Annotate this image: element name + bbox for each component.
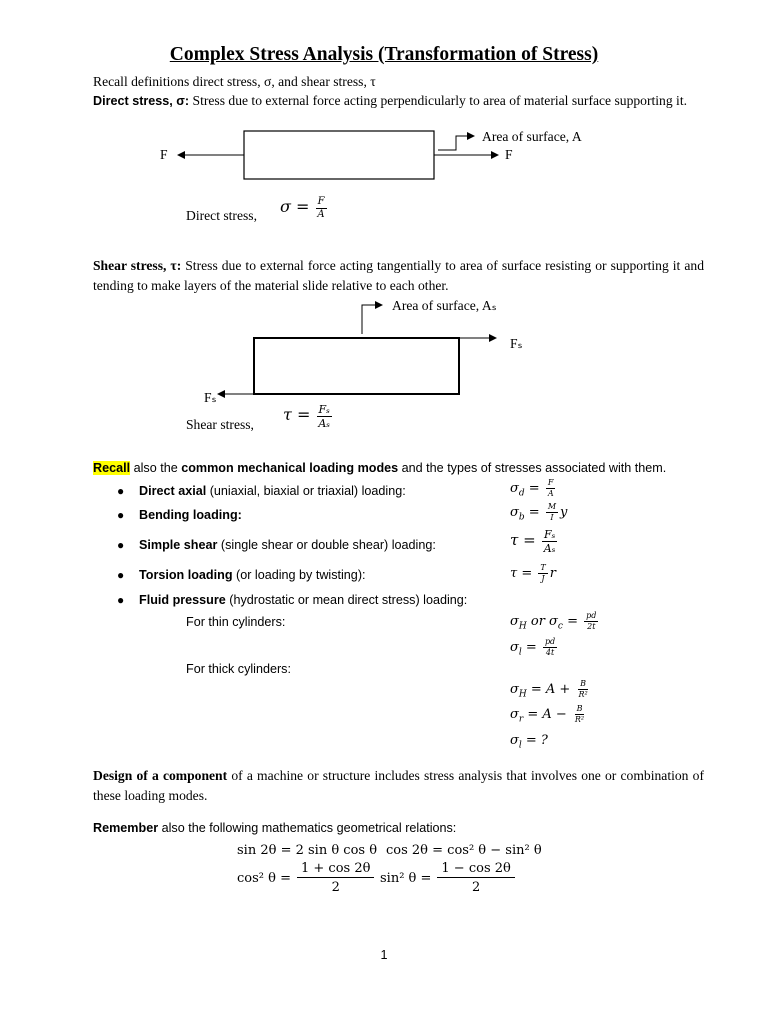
list-item-bending: [139, 508, 242, 522]
thick-cylinders-label: For thick cylinders:: [186, 662, 291, 676]
list-item-fluid-pressure: [139, 593, 467, 607]
shear-force-right-label: Fₛ: [510, 336, 523, 351]
list-item-direct-axial: [139, 484, 406, 498]
page-number: 1: [380, 948, 388, 962]
direct-formula-label: Direct stress,: [186, 208, 257, 223]
shear-stress-definition: [93, 256, 704, 296]
direct-stress-term: Direct stress, σ:: [93, 94, 190, 108]
page-title: Complex Stress Analysis (Transformation of Stress): [169, 44, 599, 65]
loading-intro-mid: also the: [130, 461, 182, 475]
direct-formula-num: F: [317, 196, 325, 207]
design-rest: of a machine or structure includes stress analysis that involves one or combination of these loading modes.: [93, 768, 704, 803]
shear-formula-den: Aₛ: [318, 417, 330, 430]
shear-area-label: Area of surface, Aₛ: [392, 298, 497, 313]
formula-torsion: τ = $\frac{T}{J}$ r: [510, 563, 556, 583]
list-item: ●: [117, 568, 125, 582]
remember-rest: also the following mathematics geometrical relations:: [158, 821, 457, 835]
list-item: ●: [117, 508, 125, 522]
item-rest: (single shear or double shear) loading:: [217, 538, 436, 552]
design-bold: Design of a component: [93, 768, 228, 783]
recall-intro: Recall definitions direct stress, σ, and shear stress, τ: [93, 74, 376, 89]
direct-stress-text: Stress due to external force acting perpendicularly to area of material surface supporting it.: [189, 93, 687, 108]
list-item: ●: [117, 593, 125, 607]
direct-formula: [280, 197, 329, 220]
shear-formula-lhs: τ =: [283, 405, 311, 425]
direct-force-left-label: F: [160, 147, 168, 162]
formula-direct-axial: $\sigma_d$ = $\frac{F}{A}$: [510, 478, 554, 499]
formula-simple-shear: τ = $\frac{\text{Fₛ}}{\text{Aₛ}}$: [510, 528, 556, 555]
direct-force-right-label: F: [505, 147, 513, 162]
identity-cos-squared: cos² θ = $\frac{1 + \cos 2\theta}{2}$: [237, 862, 376, 894]
thin-cylinders-label: For thin cylinders:: [186, 615, 286, 629]
loading-intro: [93, 461, 666, 475]
item-rest: (uniaxial, biaxial or triaxial) loading:: [206, 484, 406, 498]
shear-area-pointer-arrow: [362, 305, 382, 334]
item-bold: Fluid pressure: [139, 593, 226, 607]
formula-thick-hoop: $\sigma_H = A$ + $\frac{B}{\text{R²}}$: [510, 679, 588, 700]
shear-formula-num: Fₛ: [318, 403, 330, 416]
formula-thin-longitudinal: $\sigma_l$ = $\frac{pd}{4t}$: [510, 637, 556, 658]
direct-formula-lhs: σ =: [280, 197, 310, 217]
list-item-simple-shear: [139, 538, 436, 552]
formula-thin-hoop: $\sigma_H$ or $\sigma_c$ = $\frac{pd}{2t}$: [510, 611, 597, 632]
direct-stress-block: [244, 131, 434, 179]
remember-line: [93, 821, 456, 835]
direct-stress-definition: [93, 91, 713, 111]
direct-area-label: Area of surface, A: [482, 129, 582, 144]
identity-cos2: cos 2θ = cos² θ − sin² θ: [386, 843, 542, 858]
direct-formula-den: A: [317, 209, 325, 220]
list-item: ●: [117, 538, 125, 552]
direct-area-pointer-arrow: [438, 136, 474, 150]
item-rest: (hydrostatic or mean direct stress) loading:: [225, 593, 468, 607]
shear-formula: [283, 404, 334, 429]
shear-stress-block: [254, 338, 459, 394]
shear-stress-term: Shear stress, τ:: [93, 258, 182, 273]
item-bold: Torsion loading: [139, 568, 233, 582]
loading-intro-bold: common mechanical loading modes: [181, 461, 399, 475]
item-bold: Direct axial: [139, 484, 207, 498]
identity-sin-squared: sin² θ = $\frac{1 - \cos 2\theta}{2}$: [380, 862, 517, 894]
shear-formula-label: Shear stress,: [186, 417, 254, 432]
item-bold: Bending loading:: [139, 508, 242, 522]
remember-bold: Remember: [93, 821, 159, 835]
identity-sin2: sin 2θ = 2 sin θ cos θ: [237, 843, 378, 858]
list-item: ●: [117, 484, 125, 498]
formula-thick-radial: $\sigma_r = A$ − $\frac{B}{\text{R²}}$: [510, 704, 585, 725]
shear-stress-text: Stress due to external force acting tangentially to area of surface resisting or supporting it and tending to make layers of the material slide relative to each other.: [93, 258, 704, 293]
list-item-torsion: [139, 568, 366, 582]
design-paragraph: [93, 766, 704, 806]
item-bold: Simple shear: [139, 538, 218, 552]
loading-intro-end: and the types of stresses associated with them.: [398, 461, 667, 475]
item-rest: (or loading by twisting):: [232, 568, 366, 582]
formula-bending: $\sigma_b$ = $\frac{M}{I}$ y: [510, 502, 568, 523]
recall-highlight: Recall: [93, 461, 131, 475]
formula-thick-longitudinal: $\sigma_l$ = ?: [510, 733, 548, 751]
shear-force-left-label: Fₛ: [204, 390, 217, 405]
